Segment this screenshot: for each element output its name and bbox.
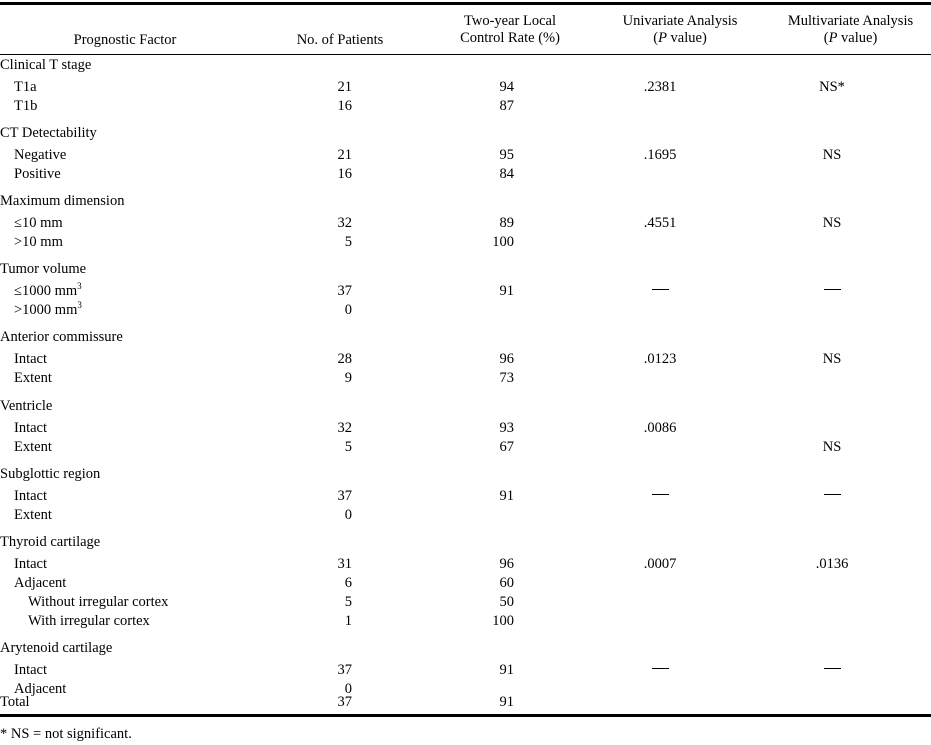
table-row	[0, 369, 931, 388]
header-prognostic-factor: Prognostic Factor	[73, 32, 177, 48]
row-label	[14, 487, 47, 506]
header-multivariate	[770, 13, 931, 47]
group-label: Anterior commissure	[0, 329, 123, 346]
row-rate: 60	[499, 574, 514, 591]
row-label	[14, 282, 82, 301]
table-row	[0, 487, 931, 506]
row-rate: 96	[499, 555, 514, 572]
row-label-text: T1a	[14, 79, 37, 95]
row-univariate-p: .1695	[643, 147, 677, 164]
row-label-text: Intact	[14, 555, 48, 572]
header-no-of-patients: No. of Patients	[296, 32, 384, 48]
row-patients: 9	[344, 370, 352, 387]
top-rule	[0, 2, 931, 5]
table-row	[0, 78, 931, 97]
row-patients: 37	[337, 283, 352, 300]
row-label	[14, 419, 47, 438]
row-patients: 32	[337, 215, 352, 232]
table-row	[0, 555, 931, 574]
row-rate: 50	[499, 593, 514, 610]
row-label	[14, 369, 52, 388]
row-label-text: Extent	[14, 438, 52, 455]
row-label	[28, 593, 168, 612]
row-label-text: Intact	[14, 661, 48, 678]
row-patients: 37	[337, 661, 352, 678]
table-row	[0, 97, 931, 116]
row-rate: 89	[499, 215, 514, 232]
row-rate: 91	[499, 487, 514, 504]
row-patients: 28	[337, 351, 352, 368]
header-univariate	[600, 13, 760, 47]
row-label-text: Extent	[14, 370, 52, 387]
row-label-text: Intact	[14, 351, 48, 368]
row-label-text: With irregular cortex	[28, 612, 150, 629]
row-multivariate-p	[782, 487, 882, 506]
row-label-text: Intact	[14, 487, 48, 504]
row-label-text: Positive	[14, 166, 61, 183]
row-patients: 6	[344, 574, 352, 591]
group-label: Subglottic region	[0, 465, 101, 482]
row-label-text: ≤1000 mm	[14, 283, 78, 300]
total-patients: 37	[337, 694, 352, 710]
table-row	[0, 661, 931, 680]
row-label-text: Negative	[14, 147, 67, 164]
footnote: * NS = not significant.	[0, 726, 132, 742]
row-patients: 5	[344, 234, 352, 251]
row-rate: 93	[499, 419, 514, 436]
row-patients: 21	[337, 147, 352, 164]
row-rate: 96	[499, 351, 514, 368]
row-label	[14, 661, 47, 680]
header-multivariate-p: P	[828, 30, 838, 46]
group-label: CT Detectability	[0, 125, 97, 142]
header-univariate-p: P	[658, 30, 667, 46]
table-row	[0, 506, 931, 525]
row-multivariate-p: NS	[822, 438, 842, 455]
row-rate: 95	[499, 147, 514, 164]
table-row	[0, 146, 931, 165]
row-patients: 21	[337, 79, 352, 95]
row-rate: 91	[499, 283, 514, 300]
row-label-text: >1000 mm	[14, 302, 78, 319]
group-header-row	[0, 56, 931, 75]
table-row	[0, 214, 931, 233]
header-rule	[0, 54, 931, 55]
row-patients: 0	[344, 302, 352, 319]
row-multivariate-p: NS	[822, 351, 842, 368]
group-header-row	[0, 397, 931, 416]
row-patients: 37	[337, 487, 352, 504]
table-row	[0, 574, 931, 593]
row-label-superscript: 3	[77, 281, 82, 292]
row-label	[14, 438, 52, 457]
row-label	[14, 97, 37, 116]
row-univariate-p	[610, 282, 710, 301]
row-rate: 73	[499, 370, 514, 387]
row-rate: 91	[499, 661, 514, 678]
table-row	[0, 165, 931, 184]
row-label	[14, 233, 63, 252]
row-multivariate-p	[782, 661, 882, 680]
table-row	[0, 419, 931, 438]
group-header-row	[0, 192, 931, 211]
row-multivariate-p	[782, 282, 882, 301]
row-label-text: Adjacent	[14, 574, 67, 591]
total-label: Total	[0, 694, 30, 710]
row-rate: 84	[499, 166, 514, 183]
row-patients: 32	[337, 419, 352, 436]
row-label-text: Without irregular cortex	[28, 593, 169, 610]
row-label-superscript: 3	[77, 300, 82, 311]
group-header-row	[0, 533, 931, 552]
row-multivariate-p: .0136	[815, 555, 849, 572]
table-row	[0, 282, 931, 301]
row-label-text: T1b	[14, 98, 38, 114]
group-label: Ventricle	[0, 397, 53, 414]
row-rate: 87	[499, 98, 514, 114]
total-rate: 91	[499, 694, 514, 710]
group-label: Tumor volume	[0, 261, 87, 278]
group-header-row	[0, 260, 931, 279]
row-patients: 0	[344, 680, 352, 697]
row-univariate-p: .4551	[643, 215, 677, 232]
row-univariate-p: .2381	[643, 79, 677, 95]
total-row	[0, 693, 931, 712]
group-label: Thyroid cartilage	[0, 533, 101, 550]
row-label-text: ≤10 mm	[14, 215, 63, 232]
bottom-rule	[0, 714, 931, 717]
row-label-text: >10 mm	[14, 234, 63, 251]
row-label-text: Adjacent	[14, 680, 67, 697]
row-patients: 16	[337, 166, 352, 183]
row-label	[14, 165, 61, 184]
row-label	[14, 214, 63, 233]
header-univariate-line1: Univariate Analysis	[622, 13, 738, 29]
header-univariate-rest: value)	[666, 30, 707, 46]
group-header-row	[0, 639, 931, 658]
row-rate: 100	[492, 234, 514, 251]
row-patients: 31	[337, 555, 352, 572]
row-patients: 5	[344, 438, 352, 455]
header-multivariate-line1: Multivariate Analysis	[787, 13, 914, 29]
row-label	[14, 555, 47, 574]
group-header-row	[0, 465, 931, 484]
row-univariate-p	[610, 661, 710, 680]
header-univariate-open: (	[653, 30, 659, 46]
row-univariate-p: .0007	[643, 555, 677, 572]
row-multivariate-p: NS	[822, 215, 842, 232]
row-patients: 1	[344, 612, 352, 629]
row-patients: 5	[344, 593, 352, 610]
table-row	[0, 612, 931, 631]
table-row	[0, 593, 931, 612]
row-label	[14, 506, 52, 525]
group-label: Maximum dimension	[0, 193, 125, 210]
group-label: Arytenoid cartilage	[0, 639, 113, 656]
row-multivariate-p: NS*	[819, 79, 845, 95]
row-label	[28, 612, 150, 631]
row-rate: 67	[499, 438, 514, 455]
row-patients: 0	[344, 506, 352, 523]
table-row	[0, 350, 931, 369]
row-label-text: Intact	[14, 419, 48, 436]
row-rate: 100	[492, 612, 514, 629]
group-label: Clinical T stage	[0, 57, 92, 73]
row-multivariate-p: NS	[822, 147, 842, 164]
header-univariate-line2	[600, 30, 760, 47]
row-label	[14, 350, 47, 369]
table-row	[0, 301, 931, 320]
row-univariate-p: .0086	[643, 419, 677, 436]
row-rate: 94	[499, 79, 514, 95]
header-control-rate-line2: Control Rate (%)	[460, 30, 560, 46]
row-label	[14, 78, 37, 97]
table-row	[0, 438, 931, 457]
header-control-rate-line1: Two-year Local	[464, 13, 556, 29]
group-header-row	[0, 328, 931, 347]
row-patients: 16	[337, 98, 352, 114]
row-label-text: Extent	[14, 506, 52, 523]
row-univariate-p: .0123	[643, 351, 677, 368]
group-header-row	[0, 124, 931, 143]
header-multivariate-open: (	[823, 30, 829, 46]
header-multivariate-rest: value)	[837, 30, 878, 46]
header-control-rate	[440, 13, 580, 47]
row-label	[14, 146, 66, 165]
header-multivariate-line2	[770, 30, 931, 47]
row-univariate-p	[610, 487, 710, 506]
row-label	[14, 574, 66, 593]
row-label	[14, 301, 82, 320]
table-row	[0, 233, 931, 252]
